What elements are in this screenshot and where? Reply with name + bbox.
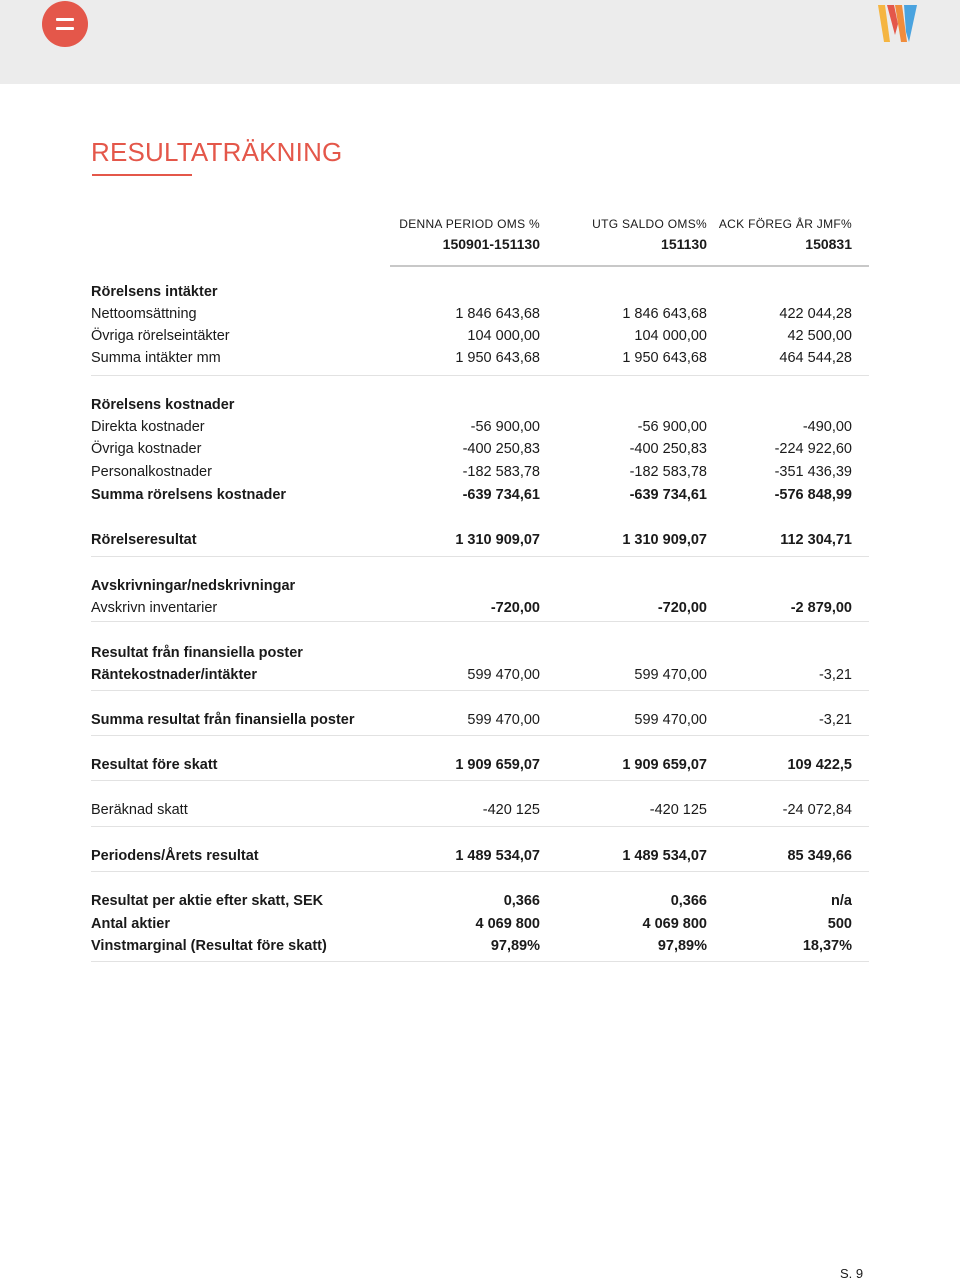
table-row-total: Rörelseresultat 1 310 909,07 1 310 909,07 112 304,71 <box>91 532 852 548</box>
page-title: RESULTATRÄKNING <box>91 137 343 167</box>
column-label: UTG SALDO OMS% <box>592 217 707 231</box>
table-row: Nettoomsättning 1 846 643,68 1 846 643,68 422 044,28 <box>91 306 852 322</box>
table-row: Antal aktier 4 069 800 4 069 800 500 <box>91 916 852 932</box>
column-label: DENNA PERIOD OMS % <box>399 217 540 231</box>
section-heading: Rörelsens intäkter <box>91 284 218 300</box>
column-period: 150831 <box>805 236 852 252</box>
section-heading: Resultat från finansiella poster <box>91 645 303 661</box>
row-divider <box>91 826 869 827</box>
table-row: Vinstmarginal (Resultat före skatt) 97,89% 97,89% 18,37% <box>91 938 852 954</box>
table-row: Resultat per aktie efter skatt, SEK 0,366 0,366 n/a <box>91 893 852 909</box>
table-row-total: Summa resultat från finansiella poster 599 470,00 599 470,00 -3,21 <box>91 712 852 728</box>
page-number: S. 9 <box>840 1266 864 1281</box>
column-header-foreg <box>652 217 852 252</box>
row-divider <box>91 621 869 622</box>
table-row: Övriga kostnader -400 250,83 -400 250,83 -224 922,60 <box>91 441 852 457</box>
table-row: Räntekostnader/intäkter 599 470,00 599 470,00 -3,21 <box>91 667 852 683</box>
section-heading: Rörelsens kostnader <box>91 397 235 413</box>
table-row: Personalkostnader -182 583,78 -182 583,78 -351 436,39 <box>91 464 852 480</box>
title-underline <box>92 174 192 176</box>
header-divider <box>390 265 869 267</box>
column-label: ACK FÖREG ÅR JMF% <box>718 217 852 231</box>
row-divider <box>91 375 869 376</box>
column-period: 151130 <box>661 236 707 252</box>
table-row: Avskrivn inventarier -720,00 -720,00 -2 879,00 <box>91 600 852 616</box>
row-divider <box>91 690 869 691</box>
column-period: 150901-151130 <box>442 236 540 252</box>
w-logo-icon <box>876 2 920 46</box>
table-row: Övriga rörelseintäkter 104 000,00 104 000,00 42 500,00 <box>91 328 852 344</box>
table-row-total: Periodens/Årets resultat 1 489 534,07 1 489 534,07 85 349,66 <box>91 848 852 864</box>
table-row-total: Summa rörelsens kostnader -639 734,61 -639 734,61 -576 848,99 <box>91 487 852 503</box>
table-row: Beräknad skatt -420 125 -420 125 -24 072,84 <box>91 802 852 818</box>
section-heading: Avskrivningar/nedskrivningar <box>91 578 296 594</box>
table-row: Direkta kostnader -56 900,00 -56 900,00 -490,00 <box>91 419 852 435</box>
row-divider <box>91 961 869 962</box>
row-divider <box>91 780 869 781</box>
hamburger-icon[interactable] <box>42 1 88 47</box>
row-divider <box>91 735 869 736</box>
table-row-total: Resultat före skatt 1 909 659,07 1 909 659,07 109 422,5 <box>91 757 852 773</box>
row-divider <box>91 871 869 872</box>
row-divider <box>91 556 869 557</box>
table-row: Summa intäkter mm 1 950 643,68 1 950 643,68 464 544,28 <box>91 350 852 366</box>
top-bar <box>0 0 960 84</box>
